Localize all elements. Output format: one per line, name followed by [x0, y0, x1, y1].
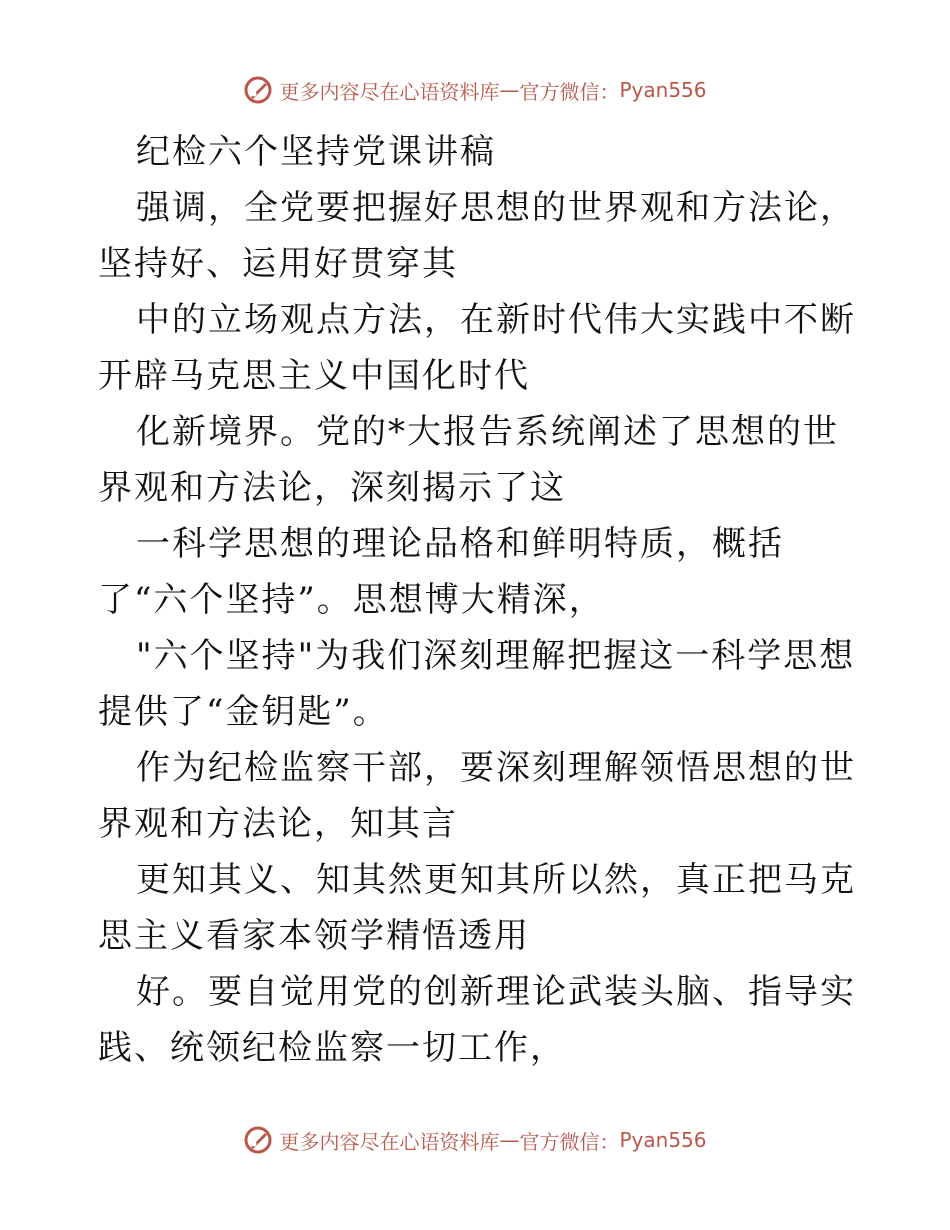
wechat-label: 官方微信： [519, 79, 620, 104]
wechat-id: Pyan556 [619, 1128, 707, 1152]
paragraph-7: 更知其义、知其然更知其所以然，真正把马克思主义看家本领学精悟透用 [98, 860, 856, 956]
document-body [98, 124, 858, 1076]
banner-text: 更多内容尽在心语资料库 [279, 1129, 500, 1154]
paragraph-4: 一科学思想的理论品格和鲜明特质，概括了“六个坚持”。思想博大精深， [98, 524, 784, 620]
quill-pen-seal-icon [243, 75, 273, 105]
header-banner [0, 70, 950, 110]
banner-separator: — [499, 78, 520, 102]
paragraph-3: 化新境界。党的*大报告系统阐述了思想的世界观和方法论，深刻揭示了这 [98, 412, 839, 508]
paragraph-6: 作为纪检监察干部，要深刻理解领悟思想的世界观和方法论，知其言 [98, 748, 856, 844]
quill-pen-seal-icon [243, 1125, 273, 1155]
banner-text: 更多内容尽在心语资料库 [279, 79, 500, 104]
document-title: 纪检六个坚持党课讲稿 [136, 132, 496, 172]
banner-separator: — [499, 1128, 520, 1152]
wechat-id: Pyan556 [619, 78, 707, 102]
paragraph-2: 中的立场观点方法，在新时代伟大实践中不断开辟马克思主义中国化时代 [98, 300, 856, 396]
paragraph-8: 好。要自觉用党的创新理论武装头脑、指导实践、统领纪检监察一切工作， [98, 972, 856, 1068]
footer-banner [0, 1120, 950, 1160]
paragraph-1: 强调，全党要把握好思想的世界观和方法论，坚持好、运用好贯穿其 [98, 188, 856, 284]
wechat-label: 官方微信： [519, 1129, 620, 1154]
paragraph-5: "六个坚持"为我们深刻理解把握这一科学思想提供了“金钥匙”。 [98, 636, 856, 732]
